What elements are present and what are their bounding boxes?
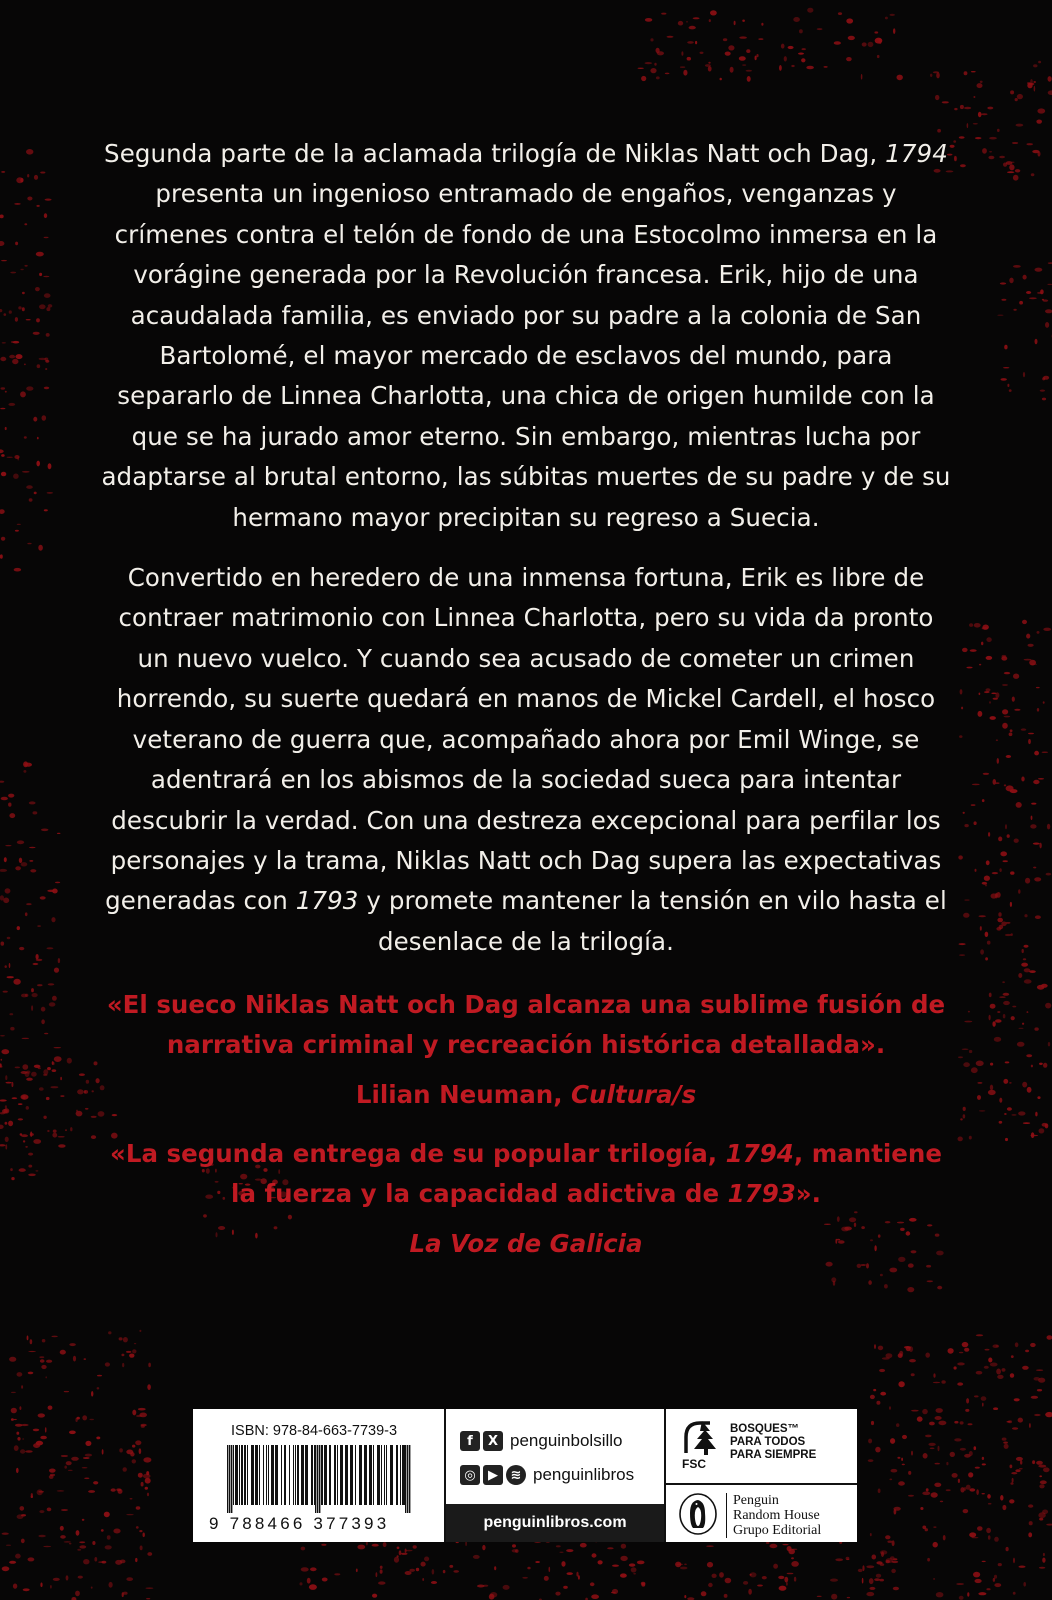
- fsc-claim: BOSQUES™ PARA TODOS PARA SIEMPRE: [730, 1423, 817, 1461]
- barcode-number: 9 788466 377393: [209, 1514, 390, 1533]
- quote-attribution: Lilian Neuman, Cultura/s: [355, 1079, 697, 1109]
- publisher-panel: [193, 1409, 857, 1542]
- barcode: [227, 1445, 413, 1513]
- synopsis: [100, 134, 952, 962]
- isbn-label: ISBN: 978-84-663-7739-3: [231, 1423, 398, 1439]
- social-handle: penguinlibros: [533, 1465, 635, 1484]
- social-row-bolsillo[interactable]: [460, 1431, 622, 1451]
- quote-text: «El sueco Niklas Natt och Dag alcanza una sublime fusión de narrativa criminal y recreación histórica detallada».: [106, 990, 946, 1060]
- x-icon: X: [483, 1431, 503, 1451]
- fsc-block: [666, 1409, 857, 1485]
- facebook-icon: f: [460, 1431, 480, 1451]
- publisher-name: Penguin Random House Grupo Editorial: [726, 1493, 821, 1538]
- fsc-label: FSC: [682, 1457, 706, 1471]
- synopsis-paragraph-1: Segunda parte de la aclamada trilogía de Niklas Natt och Dag, 1794 presenta un ingenioso entramado de engaños, venganzas y crímenes contra el telón de fondo de una Estocolmo inmersa en la vorágine generada por la Revolución francesa. Erik, hijo de una acaudalada familia, es enviado por su padre a la colonia de San Bartolomé, el mayor mercado de esclavos del mundo, para separarlo de Linnea Charlotta, una chica de origen humilde con la que se ha jurado amor eterno. Sin embargo, mientras lucha por adaptarse al brutal entorno, las súbitas muertes de su padre y de su hermano mayor precipitan su regreso a Suecia.: [101, 139, 951, 532]
- website-link[interactable]: penguinlibros.com: [446, 1504, 664, 1542]
- press-quote-1: [100, 985, 952, 1112]
- youtube-icon: ▶: [483, 1465, 503, 1485]
- social-area: [446, 1409, 666, 1542]
- press-quote-2: [100, 1134, 952, 1261]
- synopsis-paragraph-2: Convertido en heredero de una inmensa fortuna, Erik es libre de contraer matrimonio con Linnea Charlotta, pero su vida da pronto un nuevo vuelco. Y cuando sea acusado de cometer un crimen horrendo, su suerte quedará en manos de Mickel Cardell, el hosco veterano de guerra que, acompañado ahora por Emil Winge, se adentrará en los abismos de la sociedad sueca para intentar descubrir la verdad. Con una destreza excepcional para perfilar los personajes y la trama, Niklas Natt och Dag supera las expectativas generadas con 1793 y promete mantener la tensión en vilo hasta el desenlace de la trilogía.: [105, 563, 947, 956]
- barcode-area: [193, 1409, 446, 1542]
- fsc-tree-icon: [680, 1417, 724, 1457]
- press-quotes: [100, 985, 952, 1261]
- social-handle: penguinbolsillo: [510, 1431, 623, 1450]
- penguin-logo-icon: [678, 1493, 718, 1535]
- quote-attribution: La Voz de Galicia: [409, 1228, 643, 1258]
- certification-area: [666, 1409, 857, 1542]
- social-row-libros[interactable]: [460, 1465, 634, 1485]
- spotify-icon: ≋: [506, 1465, 526, 1485]
- quote-text: «La segunda entrega de su popular trilogía, 1794, mantiene la fuerza y la capacidad adictiva de 1793».: [110, 1138, 942, 1209]
- instagram-icon: ◎: [460, 1465, 480, 1485]
